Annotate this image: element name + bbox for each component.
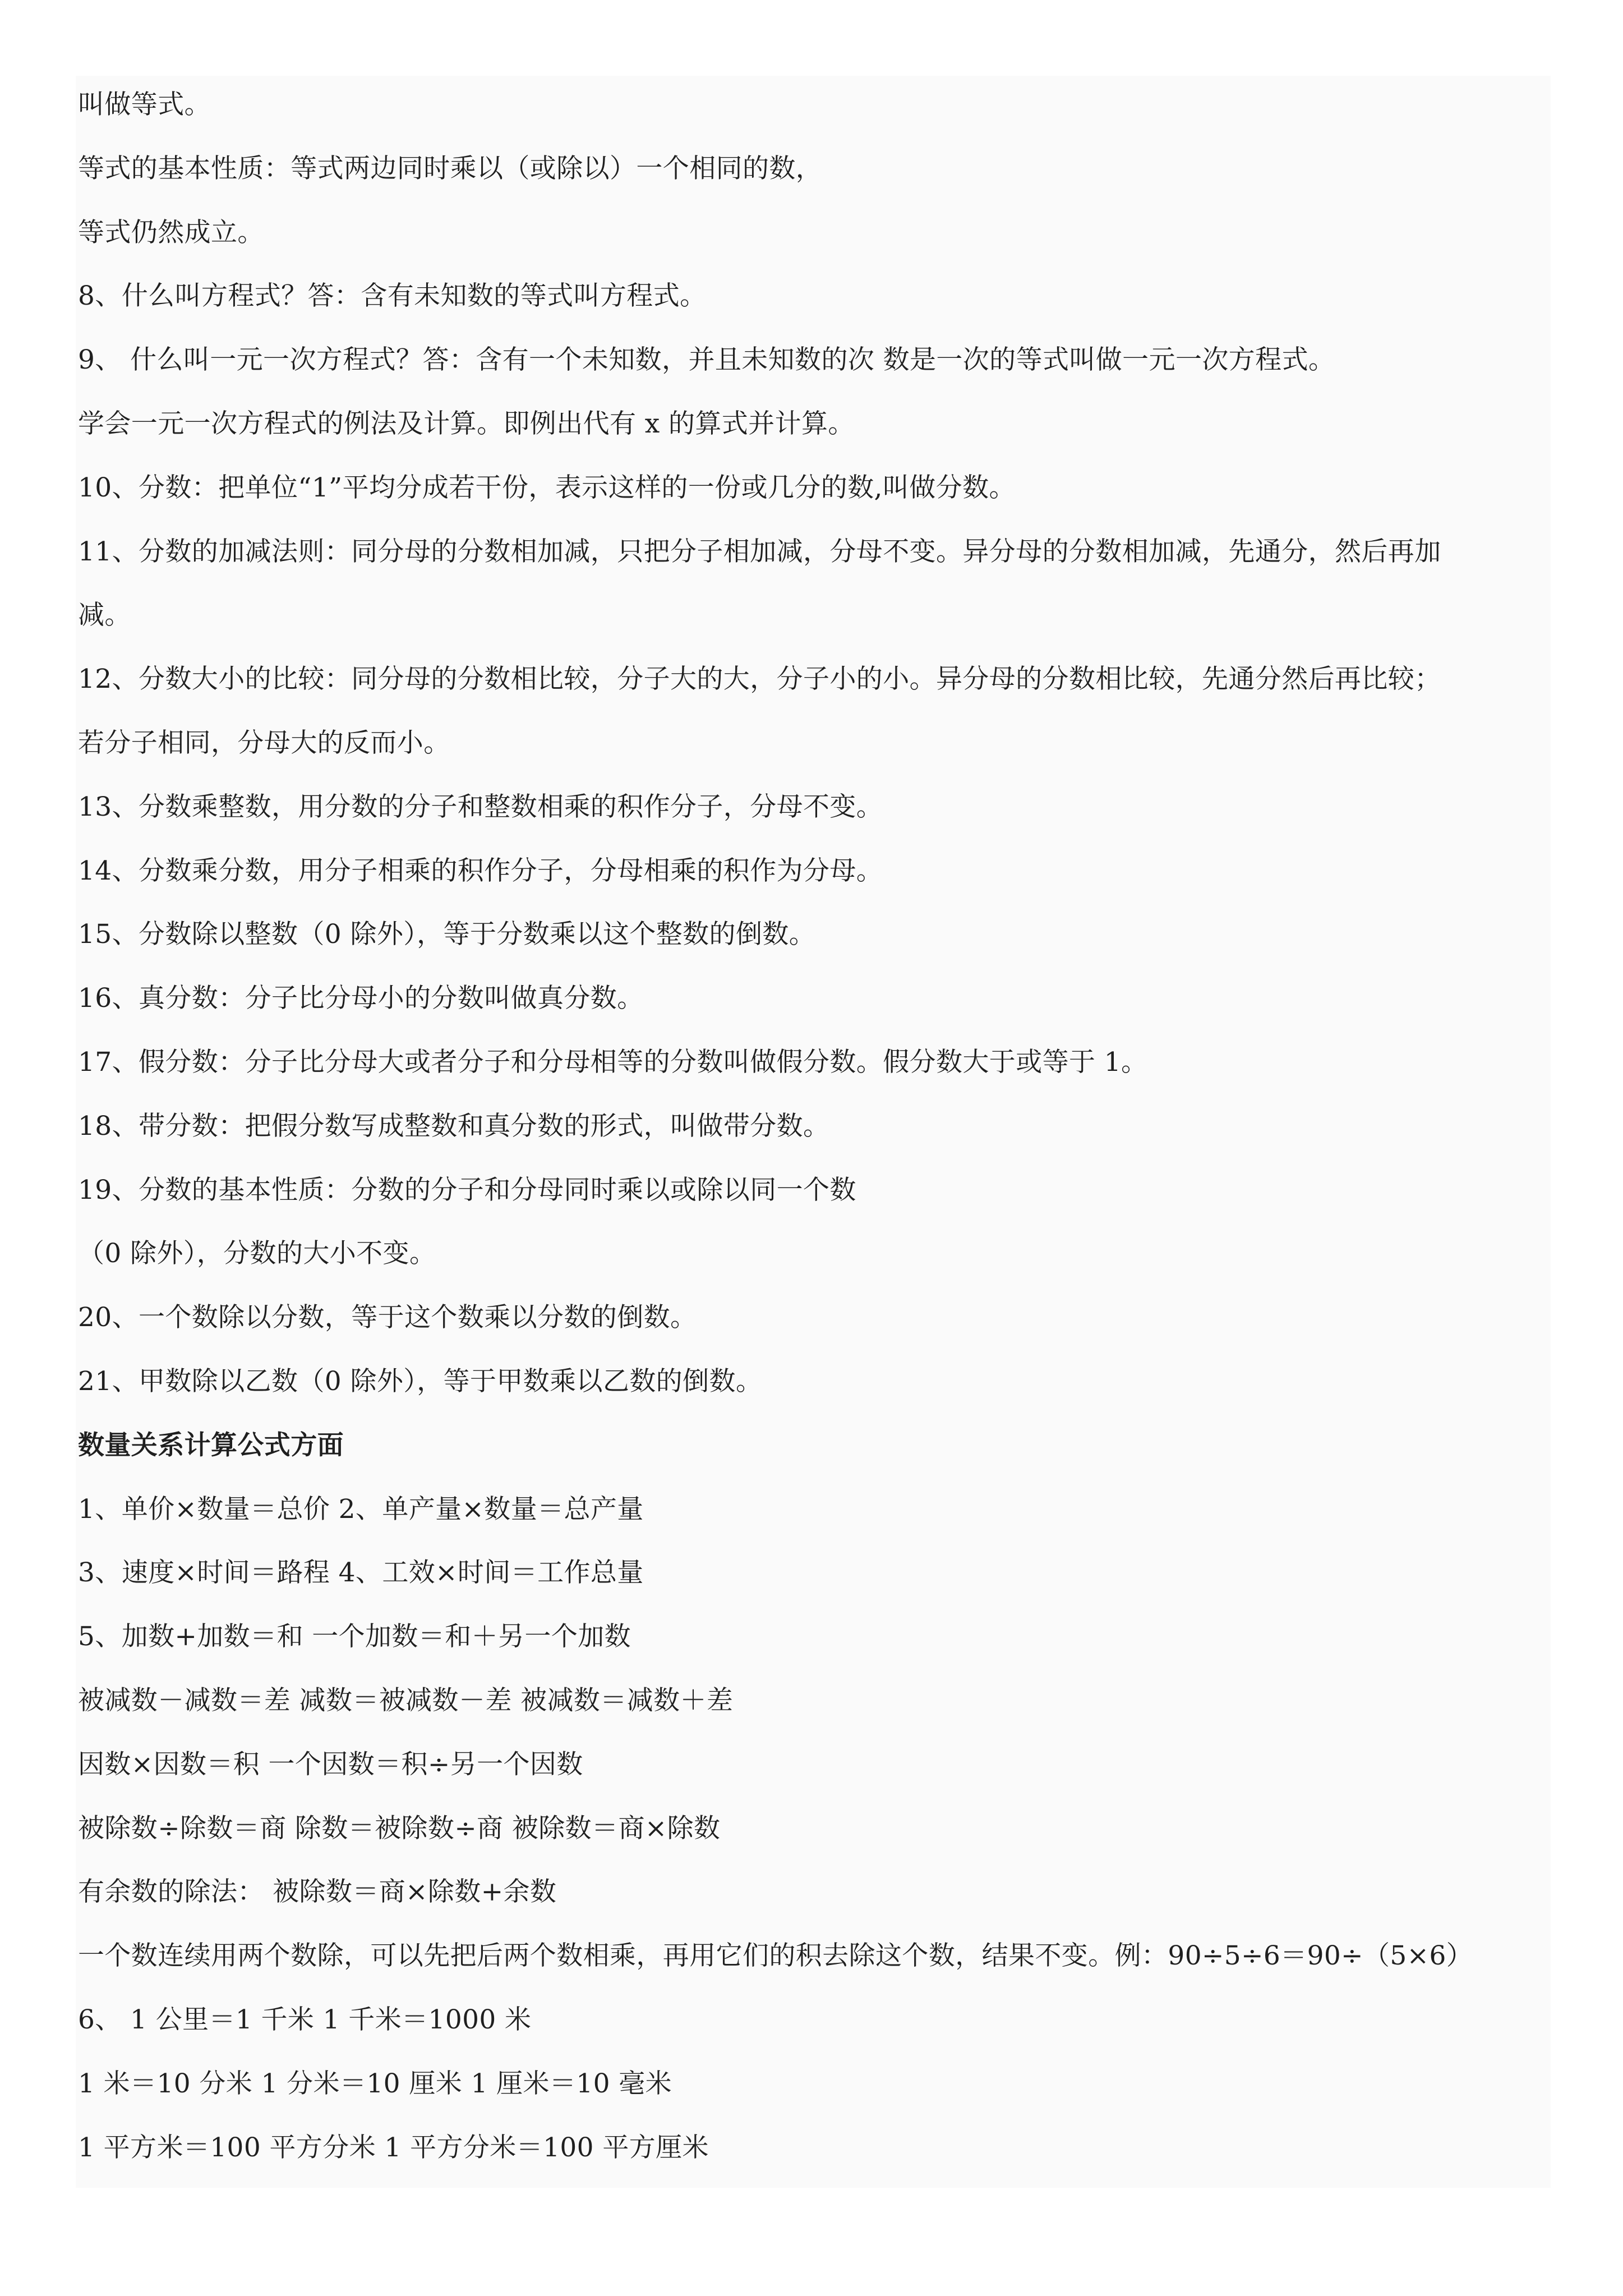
text-line: 20、一个数除以分数，等于这个数乘以分数的倒数。 [78,1302,697,1333]
text-line: 5、加数+加数＝和 一个加数＝和＋另一个加数 [78,1621,631,1653]
text-line: 因数×因数＝积 一个因数＝积÷另一个因数 [78,1749,583,1780]
text-line: 14、分数乘分数，用分子相乘的积作分子，分母相乘的积作为分母。 [78,855,883,886]
text-line: 一个数连续用两个数除，可以先把后两个数相乘，再用它们的积去除这个数，结果不变。例：90÷5÷6＝90÷（5×6） [78,1940,1473,1972]
text-line: 13、分数乘整数，用分数的分子和整数相乘的积作分子，分母不变。 [78,791,883,822]
text-line: 等式的基本性质：等式两边同时乘以（或除以）一个相同的数， [78,153,823,184]
text-line: 等式仍然成立。 [78,217,264,248]
text-line: 17、假分数：分子比分母大或者分子和分母相等的分数叫做假分数。假分数大于或等于 1。 [78,1047,1148,1078]
text-line: 21、甲数除以乙数（0 除外），等于甲数乘以乙数的倒数。 [78,1366,763,1397]
text-line: 3、速度×时间＝路程 4、工效×时间＝工作总量 [78,1557,644,1589]
text-line: 6、 1 公里＝1 千米 1 千米＝1000 米 [78,2004,532,2035]
text-line: 16、真分数：分子比分母小的分数叫做真分数。 [78,983,644,1014]
text-line: 学会一元一次方程式的例法及计算。即例出代有 x 的算式并计算。 [78,408,855,439]
text-line: 被除数÷除数＝商 除数＝被除数÷商 被除数＝商×除数 [78,1812,721,1844]
text-line: 18、带分数：把假分数写成整数和真分数的形式，叫做带分数。 [78,1110,830,1142]
text-line: 12、分数大小的比较：同分母的分数相比较，分子大的大，分子小的小。异分母的分数相比较，先通分然后再比较； [78,664,1441,695]
document-page [76,76,1551,2188]
text-line: 1、单价×数量＝总价 2、单产量×数量＝总产量 [78,1493,644,1525]
text-line: 若分子相同，分母大的反而小。 [78,728,450,758]
section-heading: 数量关系计算公式方面 [78,1429,344,1461]
text-line: 1 平方米＝100 平方分米 1 平方分米＝100 平方厘米 [78,2132,709,2163]
text-line: 15、分数除以整数（0 除外），等于分数乘以这个整数的倒数。 [78,919,816,950]
text-line: 10、分数：把单位“1”平均分成若干份，表示这样的一份或几分的数,叫做分数。 [78,472,1016,503]
text-line: 9、 什么叫一元一次方程式？答：含有一个未知数，并且未知数的次 数是一次的等式叫做一元一次方程式。 [78,344,1335,376]
text-line: 减。 [78,600,131,631]
text-line: 8、什么叫方程式？答：含有未知数的等式叫方程式。 [78,280,707,312]
text-line: 被减数－减数＝差 减数＝被减数－差 被减数＝减数＋差 [78,1685,734,1716]
text-line: 19、分数的基本性质：分数的分子和分母同时乘以或除以同一个数 [78,1174,856,1205]
text-line: （0 除外），分数的大小不变。 [78,1238,436,1269]
text-line: 11、分数的加减法则：同分母的分数相加减，只把分子相加减，分母不变。异分母的分数相加减，先通分，然后再加 [78,536,1441,567]
text-line: 1 米＝10 分米 1 分米＝10 厘米 1 厘米＝10 毫米 [78,2068,672,2099]
text-line: 叫做等式。 [78,89,211,120]
text-line: 有余数的除法： 被除数＝商×除数+余数 [78,1876,557,1908]
